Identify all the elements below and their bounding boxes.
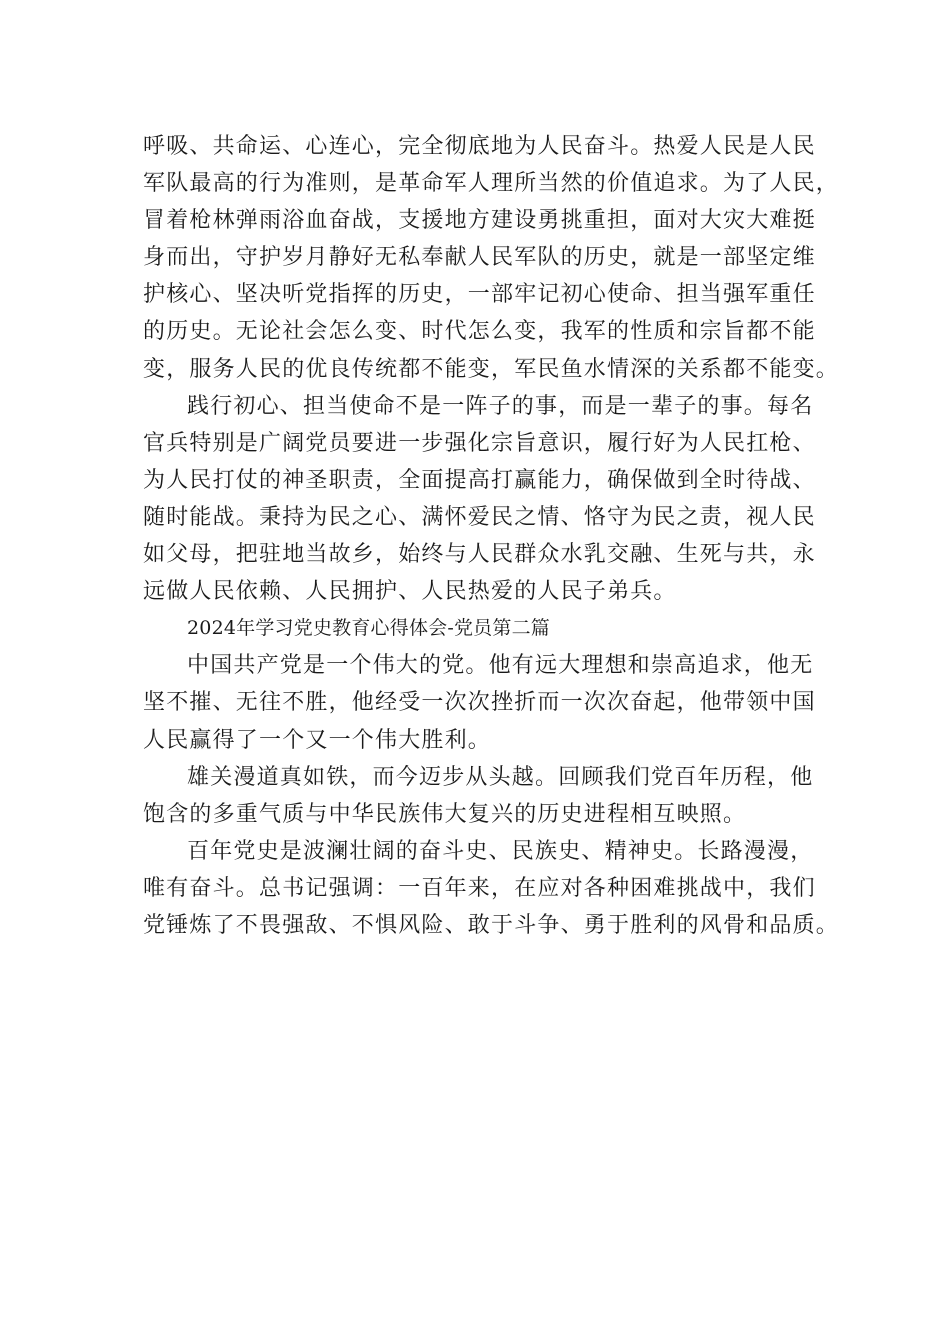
document-body [143,128,840,944]
text-line: 百年党史是波澜壮阔的奋斗史、民族史、精神史。长路漫漫， [187,838,814,864]
paragraph-2 [143,388,823,611]
text-line: 呼吸、共命运、心连心，完全彻底地为人民奋斗。热爱人民是人民 [143,134,816,159]
paragraph-4 [143,759,823,833]
text-line: 党锤炼了不畏强敌、不惧风险、敢于斗争、勇于胜利的风骨和品质。 [143,912,840,938]
text-line: 官兵特别是广阔党员要进一步强化宗旨意识，履行好为人民扛枪、 [143,430,816,456]
paragraph-1 [143,128,840,388]
text-line: 人民赢得了一个又一个伟大胜利。 [143,727,492,753]
text-line: 军队最高的行为准则，是革命军人理所当然的价值追求。为了人民， [143,171,840,197]
text-line: 护核心、坚决听党指挥的历史，一部牢记初心使命、担当强军重任 [143,282,816,308]
text-line: 随时能战。秉持为民之心、满怀爱民之情、恪守为民之责，视人民 [143,504,816,530]
paragraph-5 [143,833,840,944]
text-line: 远做人民依赖、人民拥护、人民热爱的人民子弟兵。 [143,579,677,605]
paragraph-3 [143,647,823,758]
text-line: 为人民打仗的神圣职责，全面提高打赢能力，确保做到全时待战、 [143,467,816,493]
text-line: 践行初心、担当使命不是一阵子的事，而是一辈子的事。每名 [187,393,814,419]
text-line: 冒着枪林弹雨浴血奋战，支援地方建设勇挑重担，面对大灾大难挺 [143,208,816,234]
text-line: 如父母，把驻地当故乡，始终与人民群众水乳交融、生死与共，永 [143,542,816,568]
text-line: 的历史。无论社会怎么变、时代怎么变，我军的性质和宗旨都不能 [143,319,816,345]
text-line: 雄关漫道真如铁，而今迈步从头越。回顾我们党百年历程，他 [187,764,814,790]
text-line: 变，服务人民的优良传统都不能变，军民鱼水情深的关系都不能变。 [143,356,840,382]
text-line: 坚不摧、无往不胜，他经受一次次挫折而一次次奋起，他带领中国 [143,690,816,716]
text-line: 唯有奋斗。总书记强调：一百年来，在应对各种困难挑战中，我们 [143,875,816,901]
text-line: 身而出，守护岁月静好无私奉献人民军队的历史，就是一部坚定维 [143,245,816,271]
text-line: 饱含的多重气质与中华民族伟大复兴的历史进程相互映照。 [143,801,747,827]
section-heading: 2024年学习党史教育心得体会-党员第二篇 [187,617,550,640]
text-line: 中国共产党是一个伟大的党。他有远大理想和崇高追求，他无 [187,653,814,679]
